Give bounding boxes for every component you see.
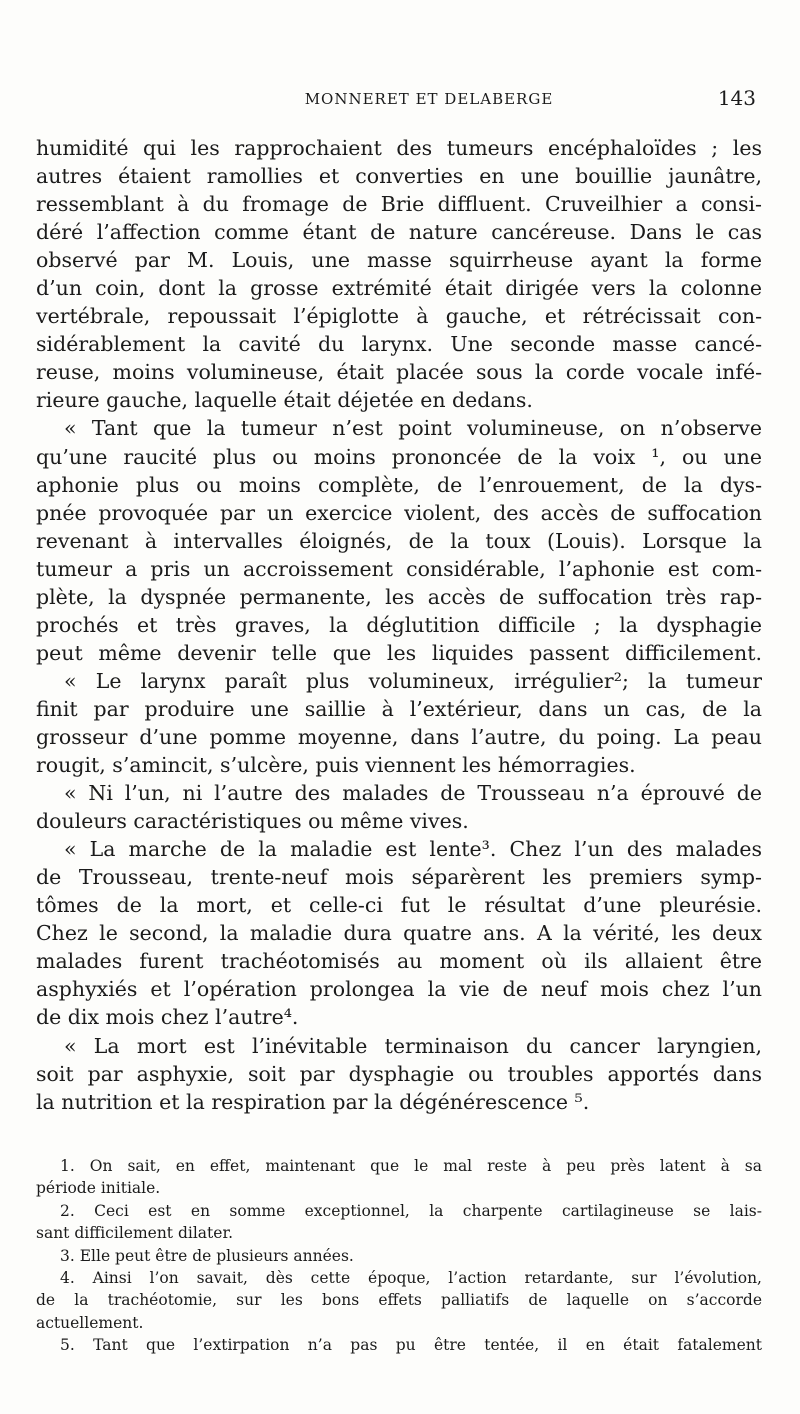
text-line: prochés et très graves, la déglutition difficile ; la dysphagie	[36, 612, 762, 637]
text-line: sidérablement la cavité du larynx. Une seconde masse cancé-	[36, 332, 762, 357]
text-line: « Ni l’un, ni l’autre des malades de Trousseau n’a éprouvé de	[64, 781, 762, 806]
text-line: d’un coin, dont la grosse extrémité était dirigée vers la colonne	[36, 276, 762, 301]
text-line: peut même devenir telle que les liquides passent difficilement.	[36, 640, 762, 665]
text-line: humidité qui les rapprochaient des tumeurs encéphaloïdes ; les	[36, 136, 762, 160]
footnotes	[36, 1155, 762, 1357]
text-line: rougit, s’amincit, s’ulcère, puis viennent les hémorragies.	[36, 753, 636, 778]
text-line: qu’une raucité plus ou moins prononcée de la voix ¹, ou une	[36, 444, 762, 469]
footnote-line: 1. On sait, en effet, maintenant que le mal reste à peu près latent à sa	[60, 1157, 762, 1175]
text-line: grosseur d’une pomme moyenne, dans l’autre, du poing. La peau	[36, 724, 762, 749]
text-line: la nutrition et la respiration par la dégénérescence ⁵.	[36, 1089, 590, 1114]
footnote-line: période initiale.	[36, 1179, 161, 1198]
text-line: « Tant que la tumeur n’est point volumineuse, on n’observe	[64, 416, 762, 441]
text-line: finit par produire une saillie à l’extérieur, dans un cas, de la	[36, 696, 762, 721]
text-line: « Le larynx paraît plus volumineux, irrégulier²; la tumeur	[64, 668, 762, 693]
footnote-line: 5. Tant que l’extirpation n’a pas pu être tentée, il en était fatalement	[60, 1336, 762, 1355]
text-line: vertébrale, repoussait l’épiglotte à gauche, et rétrécissait con-	[36, 304, 762, 329]
footnote-line: 4. Ainsi l’on savait, dès cette époque, l’action retardante, sur l’évolution,	[60, 1268, 762, 1287]
page-header	[36, 86, 762, 114]
text-line: Chez le second, la maladie dura quatre ans. A la vérité, les deux	[36, 921, 762, 946]
text-line: asphyxiés et l’opération prolongea la vie de neuf mois chez l’un	[36, 977, 762, 1002]
text-line: tumeur a pris un accroissement considérable, l’aphonie est com-	[36, 556, 762, 581]
text-line: autres étaient ramollies et converties en une bouillie jaunâtre,	[36, 164, 762, 189]
running-head: MONNERET ET DELABERGE	[304, 90, 554, 108]
text-line: douleurs caractéristiques ou même vives.	[36, 809, 469, 834]
text-line: observé par M. Louis, une masse squirrheuse ayant la forme	[36, 248, 762, 273]
text-line: « La mort est l’inévitable terminaison du cancer laryngien,	[64, 1033, 762, 1058]
footnote-line: 3. Elle peut être de plusieurs années.	[60, 1246, 354, 1265]
text-line: malades furent trachéotomisés au moment où ils allaient être	[36, 949, 762, 974]
text-line: ressemblant à du fromage de Brie diffluent. Cruveilhier a consi-	[36, 192, 762, 217]
footnote-line: actuellement.	[36, 1313, 144, 1332]
text-line: de Trousseau, trente-neuf mois séparèrent les premiers symp-	[36, 865, 762, 890]
text-line: reuse, moins volumineuse, était placée sous la corde vocale infé-	[36, 360, 762, 385]
footnote-line: de la trachéotomie, sur les bons effets palliatifs de laquelle on s’accorde	[36, 1291, 762, 1310]
footnote-line: sant difficilement dilater.	[36, 1224, 234, 1243]
text-line: pnée provoquée par un exercice violent, des accès de suffocation	[36, 500, 762, 525]
text-line: revenant à intervalles éloignés, de la toux (Louis). Lorsque la	[36, 528, 762, 553]
text-line: rieure gauche, laquelle était déjetée en dedans.	[36, 388, 533, 413]
text-line: plète, la dyspnée permanente, les accès de suffocation très rap-	[36, 584, 762, 609]
text-line: déré l’affection comme étant de nature cancéreuse. Dans le cas	[36, 220, 762, 245]
page-number: 143	[717, 86, 756, 110]
text-line: « La marche de la maladie est lente³. Chez l’un des malades	[64, 837, 762, 862]
text-line: de dix mois chez l’autre⁴.	[36, 1005, 299, 1030]
text-line: soit par asphyxie, soit par dysphagie ou troubles apportés dans	[36, 1061, 762, 1086]
body-text	[36, 134, 762, 1116]
text-line: aphonie plus ou moins complète, de l’enrouement, de la dys-	[36, 472, 762, 497]
text-line: tômes de la mort, et celle-ci fut le résultat d’une pleurésie.	[36, 893, 762, 918]
footnote-line: 2. Ceci est en somme exceptionnel, la charpente cartilagineuse se lais-	[60, 1201, 762, 1220]
